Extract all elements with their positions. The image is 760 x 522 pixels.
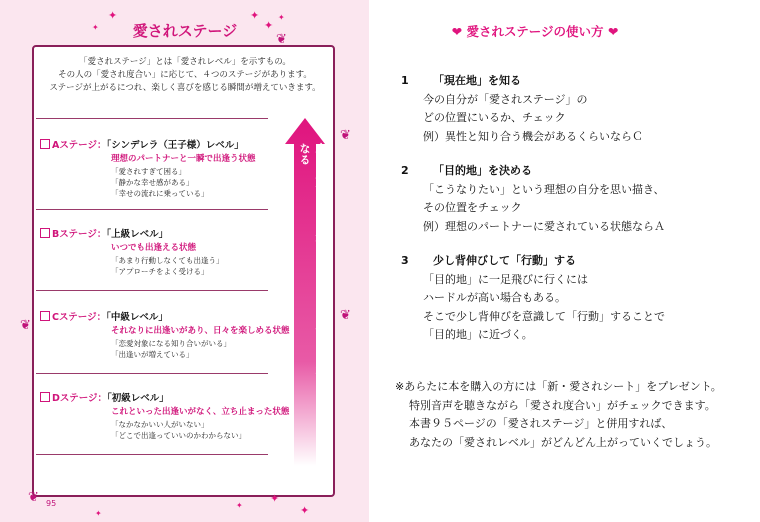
- section-heading: [370, 162, 665, 181]
- section-title: 「目的地」を決める: [433, 164, 532, 177]
- stage-examples: [111, 419, 246, 441]
- footnote: [395, 378, 722, 452]
- divider: [36, 454, 268, 455]
- section-line: 例）理想のパートナーに愛されている状態ならＡ: [423, 219, 665, 233]
- sparkle-icon: ✦: [270, 492, 280, 505]
- section-number: 3: [401, 254, 409, 267]
- stage-example: 「恋愛対象になる知り合いがいる」: [111, 339, 231, 348]
- stage-d-row: [40, 390, 169, 404]
- swirl-ornament-icon: ❦: [340, 128, 351, 143]
- stage-name: 「初級レベル」: [107, 393, 169, 404]
- stage-desc: いつでも出逢える状態: [111, 243, 197, 253]
- usage-title-text: 愛されステージの使い方: [466, 24, 604, 39]
- stage-example: 「あまり行動しなくても出逢う」: [111, 256, 224, 265]
- sparkle-icon: ✦: [95, 509, 102, 518]
- stage-name: 「シンデレラ（王子様）レベル」: [106, 140, 244, 151]
- stage-b-row: [40, 226, 168, 240]
- section-line: 「こうなりたい」という理想の自分を思い描き、: [423, 182, 665, 196]
- section-line: ハードルが高い場合もある。: [423, 291, 566, 304]
- section-line: 「目的地」に近づく。: [423, 328, 533, 341]
- note-line: 本書９５ページの「愛されステージ」と併用すれば、: [409, 417, 673, 430]
- stage-examples: [111, 255, 224, 277]
- stage-name: 「上級レベル」: [106, 229, 169, 240]
- intro-line: その人の「愛され度合い」に応じて、４つのステージがあります。: [58, 70, 312, 80]
- section-number: 2: [401, 164, 409, 177]
- intro-line: ステージが上がるにつれ、楽しく喜びを感じる瞬間が増えていきます。: [49, 83, 321, 93]
- section-title: 「現在地」を知る: [433, 74, 521, 87]
- stage-example: 「出逢いが増えている」: [111, 350, 194, 359]
- stage-example: 「なかなかいい人がいない」: [111, 420, 209, 429]
- sparkle-icon: ✦: [108, 9, 118, 22]
- sparkle-icon: ✦: [92, 23, 99, 32]
- checkbox-icon: [40, 139, 50, 149]
- divider: [36, 209, 268, 210]
- checkbox-icon: [40, 228, 50, 238]
- intro-text: [40, 56, 330, 95]
- page-title: 愛されステージ: [120, 18, 250, 44]
- stage-example: 「どこで出逢っていいのかわからない」: [111, 431, 246, 440]
- note-line: 特別音声を聴きながら「愛され度合い」がチェックできます。: [409, 398, 716, 412]
- section-title: 少し背伸びして「行動」する: [433, 254, 576, 267]
- section-line: どの位置にいるか、チェック: [423, 111, 566, 124]
- heart-icon: ❤: [451, 24, 463, 39]
- note-line: ※あらたに本を購入の方には「新・愛されシート」をプレゼント。: [395, 380, 722, 393]
- divider: [36, 290, 268, 291]
- checkbox-icon: [40, 311, 50, 321]
- stage-desc: 理想のパートナーと一瞬で出逢う状態: [111, 154, 256, 164]
- stage-label: Dステージ：: [52, 393, 108, 404]
- sparkle-icon: ✦: [236, 501, 243, 510]
- section-number: 1: [401, 74, 409, 87]
- divider: [36, 118, 268, 119]
- usage-section-3: [370, 252, 665, 345]
- section-body: [370, 181, 665, 237]
- stage-desc: それなりに出逢いがあり、日々を楽しめる状態: [111, 326, 290, 336]
- usage-section-2: [370, 162, 665, 236]
- sparkle-icon: ✦: [300, 504, 310, 517]
- stage-name: 「中級レベル」: [106, 312, 168, 323]
- stage-a-row: [40, 137, 244, 151]
- section-line: 例）異性と知り合う機会があるくらいならＣ: [423, 129, 643, 143]
- section-line: 今の自分が「愛されステージ」の: [423, 92, 588, 106]
- stage-example: 「幸せの流れに乗っている」: [111, 189, 209, 198]
- stage-label: Bステージ：: [52, 229, 107, 240]
- usage-section-1: [370, 72, 643, 146]
- sparkle-icon: ✦: [264, 19, 274, 32]
- stage-examples: [111, 166, 209, 199]
- checkbox-icon: [40, 392, 50, 402]
- sparkle-icon: ✦: [250, 9, 260, 22]
- section-heading: [370, 252, 665, 271]
- section-heading: [370, 72, 643, 91]
- usage-title: [430, 22, 640, 40]
- intro-line: 「愛されステージ」とは「愛されレベル」を示すもの。: [79, 57, 291, 67]
- stage-example: 「静かな幸せ感がある」: [111, 178, 194, 187]
- swirl-ornament-icon: ❦: [28, 490, 39, 505]
- section-body: [370, 91, 643, 147]
- page-number: 95: [46, 499, 57, 508]
- stage-c-row: [40, 309, 168, 323]
- stage-example: 「アプローチをよく受ける」: [111, 267, 209, 276]
- section-line: そこで少し背伸びを意識して「行動」することで: [423, 309, 665, 323]
- stage-examples: [111, 338, 231, 360]
- stage-label: Aステージ：: [52, 140, 107, 151]
- left-page: [0, 0, 369, 522]
- note-line: あなたの「愛されレベル」がどんどん上がっていくでしょう。: [409, 435, 717, 449]
- heart-icon: ❤: [607, 24, 619, 39]
- stage-label: Cステージ：: [52, 312, 107, 323]
- sparkle-icon: ✦: [278, 13, 285, 22]
- section-line: その位置をチェック: [423, 201, 522, 214]
- divider: [36, 373, 268, 374]
- swirl-ornament-icon: ❦: [20, 318, 31, 333]
- stage-example: 「愛されすぎて困る」: [111, 167, 186, 176]
- section-body: [370, 271, 665, 345]
- swirl-ornament-icon: ❦: [276, 32, 287, 47]
- stage-desc: これといった出逢いがなく、立ち止まった状態: [111, 407, 290, 417]
- swirl-ornament-icon: ❦: [340, 308, 351, 323]
- section-line: 「目的地」に一足飛びに行くには: [423, 272, 588, 286]
- arrow-caption: 本当に望むことを選ぶとステージが上がり、愛されるようになる: [298, 143, 327, 440]
